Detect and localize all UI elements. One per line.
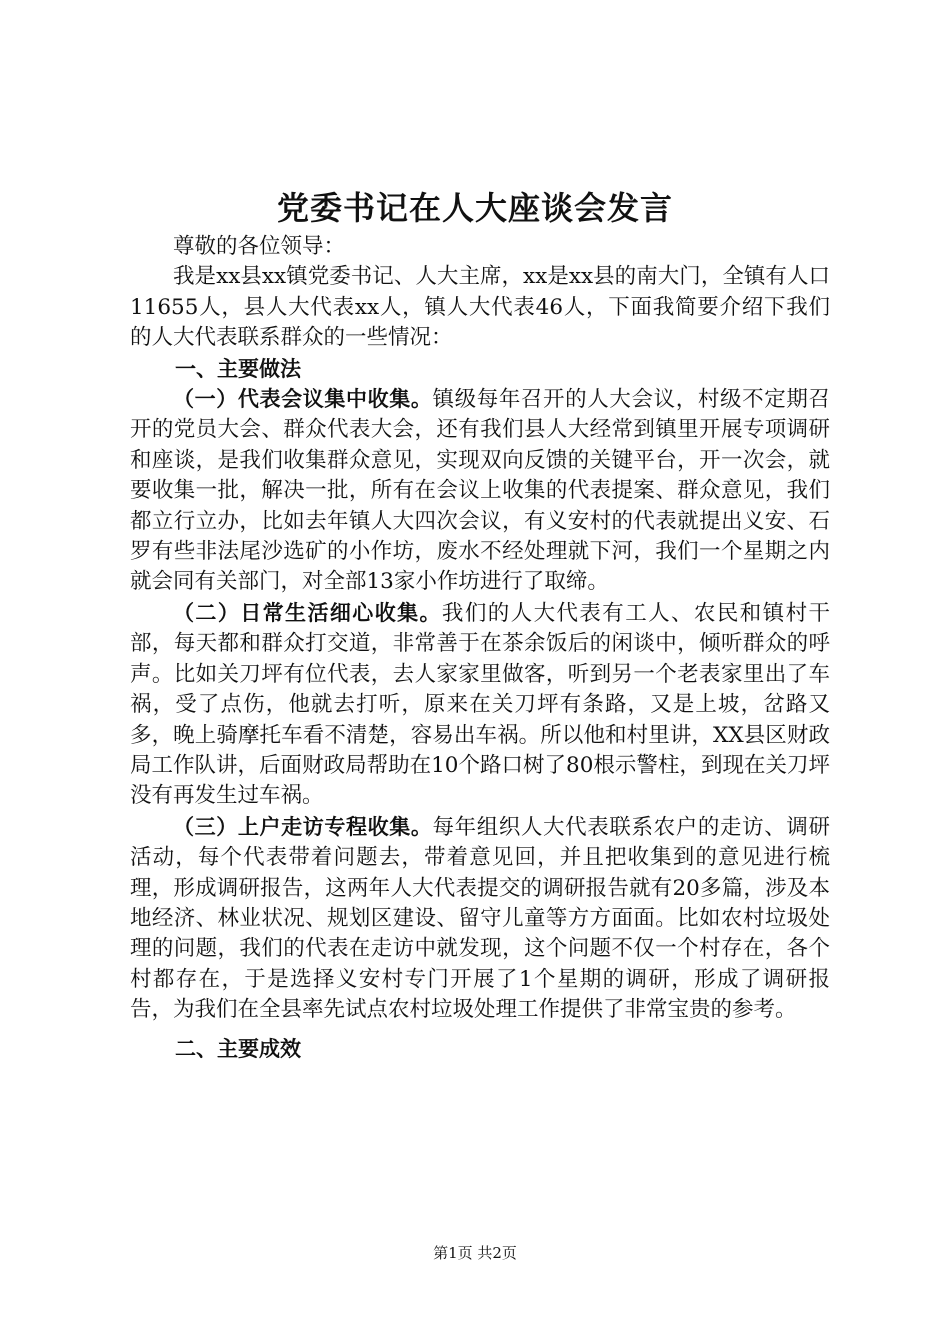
paragraph-2 xyxy=(130,598,830,812)
document-title: 党委书记在人大座谈会发言 xyxy=(276,189,673,227)
paragraph-3-text: 每年组织人大代表联系农户的走访、调研活动，每个代表带着问题去，带着意见回，并且把收集到的意见进行梳理，形成调研报告，这两年人大代表提交的调研报告就有20多篇，涉及本地经济、林业状况、规划区建设、留守儿童等方方面面。比如农村垃圾处理的问题，我们的代表在走访中就发现，这个问题不仅一个村存在，各个村都存在，于是选择义安村专门开展了1个星期的调研，形成了调研报告，为我们在全县率先试点农村垃圾处理工作提供了非常宝贵的参考。 xyxy=(130,814,830,1023)
page-footer: 第1页 共2页 xyxy=(433,1244,517,1262)
paragraph-1-lead: （一）代表会议集中收集。 xyxy=(173,387,433,412)
intro-paragraph: 我是xx县xx镇党委书记、人大主席，xx是xx县的南大门，全镇有人口11655人，县人大代表xx人，镇人大代表46人，下面我简要介绍下我们的人大代表联系群众的一些情况： xyxy=(130,264,830,351)
paragraph-2-text: 我们的人大代表有工人、农民和镇村干部，每天都和群众打交道，非常善于在茶余饭后的闲谈中，倾听群众的呼声。比如关刀坪有位代表，去人家家里做客，听到另一个老表家里出了车祸，受了点伤，他就去打听，原来在关刀坪有条路，又是上坡，岔路又多，晚上骑摩托车看不清楚，容易出车祸。所以他和村里讲，XX县区财政局工作队讲，后面财政局帮助在10个路口树了80根示警柱，到现在关刀坪没有再发生过车祸。 xyxy=(130,600,830,809)
paragraph-3-lead: （三）上户走访专程收集。 xyxy=(173,814,433,839)
paragraph-3 xyxy=(130,812,830,1026)
paragraph-1-text: 镇级每年召开的人大会议，村级不定期召开的党员大会、群众代表大会，还有我们县人大经常到镇里开展专项调研和座谈，是我们收集群众意见，实现双向反馈的关键平台，开一次会，就要收集一批，解决一批，所有在会议上收集的代表提案、群众意见，我们都立行立办，比如去年镇人大四次会议，有义安村的代表就提出义安、石罗有些非法尾沙选矿的小作坊，废水不经处理就下河，我们一个星期之内就会同有关部门，对全部13家小作坊进行了取缔。 xyxy=(130,387,830,595)
spacer xyxy=(130,1026,830,1034)
paragraph-2-lead: （二）日常生活细心收集。 xyxy=(173,600,442,625)
greeting: 尊敬的各位领导： xyxy=(173,234,346,259)
paragraph-1 xyxy=(130,384,830,598)
section-heading-2: 二、主要成效 xyxy=(175,1036,301,1061)
section-heading-1: 一、主要做法 xyxy=(175,356,301,381)
document-body xyxy=(130,232,830,1064)
